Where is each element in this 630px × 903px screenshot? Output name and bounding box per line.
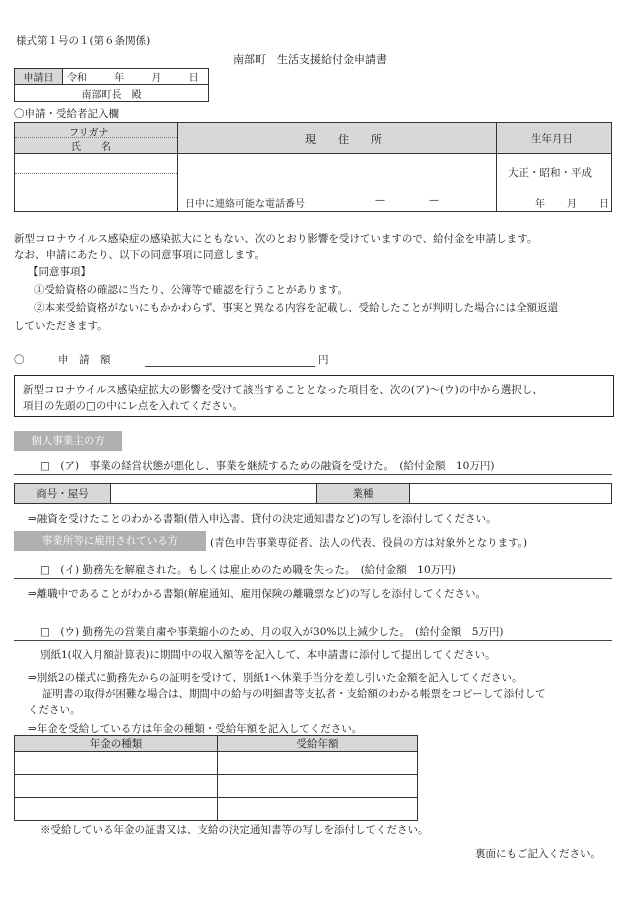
pension-amount-input[interactable] [218, 775, 418, 798]
pension-type-input[interactable] [15, 775, 218, 798]
phone-dash-2: — [429, 195, 439, 206]
instruction-line-1: 新型コロナウイルス感染症拡大の影響を受けて該当することとなった項目を、次の(ア)～(ウ)の中から選択し、 [23, 384, 543, 396]
furigana-input[interactable] [16, 154, 176, 172]
divider [177, 123, 178, 211]
date-label-cell: 申請日 [15, 69, 63, 85]
attach-i-note: ⇒離職中であることがわかる書類(解雇通知、雇用保険の離職票など)の写しを添付してください。 [28, 588, 486, 600]
divider [15, 137, 177, 138]
name-input[interactable] [16, 174, 176, 210]
pension-intro: ⇒年金を受給している方は年金の種類・受給年額を記入してください。 [28, 723, 363, 735]
pension-amount-input[interactable] [218, 798, 418, 821]
pension-amount-input[interactable] [218, 752, 418, 775]
shop-input[interactable] [111, 484, 317, 504]
u-note-2: ⇒別紙2の様式に勤務先からの証明を受けて、別紙1へ休業手当分を差し引いた金額を記入してください。 [28, 672, 523, 684]
phone-dash-1: — [375, 195, 385, 206]
pension-type-input[interactable] [15, 798, 218, 821]
applicant-section-label: 〇申請・受給者記入欄 [14, 108, 119, 120]
intro-line-2: なお、申請にあたり、以下の同意事項に同意します。 [14, 249, 266, 261]
reverse-side-note: 裏面にもご記入ください。 [475, 848, 601, 860]
item-a-option[interactable]: □ (ア) 事業の経営状態が悪化し、事業を継続するための融資を受けた。 (給付金額 10万円) [40, 460, 495, 472]
u-note-1: 別紙1(収入月額計算表)に期間中の収入額等を記入して、本申請書に添付して提出してください。 [40, 649, 496, 661]
year-label: 年 [114, 73, 125, 84]
applicant-table [14, 122, 612, 212]
consent-item-2: ②本来受給資格がないにもかかわらず、事実と異なる内容を記載し、受給したことが判明した場合には全額返還 [34, 302, 559, 314]
sole-proprietor-tag: 個人事業主の方 [14, 431, 122, 451]
attach-a-note: ⇒融資を受けたことのわかる書類(借入申込書、貸付の決定通知書など)の写しを添付してください。 [28, 513, 497, 525]
era-label: 令和 [67, 73, 87, 84]
furigana-label: フリガナ [69, 128, 109, 139]
pension-type-input[interactable] [15, 752, 218, 775]
consent-item-1: ①受給資格の確認に当たり、公簿等で確認を行うことがあります。 [34, 284, 349, 296]
amount-bullet: 〇 [14, 354, 25, 366]
instruction-line-2: 項目の先頭の□の中にレ点を入れてください。 [23, 400, 243, 412]
phone-input[interactable] [315, 193, 495, 209]
pension-type-header: 年金の種類 [15, 736, 218, 752]
shop-label-cell: 商号・屋号 [15, 484, 111, 504]
month-label: 月 [151, 73, 162, 84]
divider [14, 640, 612, 641]
pension-note: ※受給している年金の証書又は、支給の決定通知書等の写しを添付してください。 [40, 824, 429, 836]
form-title: 南部町 生活支援給付金申請書 [233, 53, 387, 66]
phone-label: 日中に連絡可能な電話番号 [185, 199, 305, 210]
day-label: 日 [188, 73, 199, 84]
divider [14, 578, 612, 579]
address-label: 現 住 所 [305, 133, 382, 146]
consent-item-2-cont: していただきます。 [14, 320, 108, 332]
pension-table [14, 735, 418, 821]
amount-unit: 円 [318, 354, 329, 366]
form-number: 様式第１号の１(第６条関係) [16, 35, 151, 47]
amount-label: 申 請 額 [58, 354, 111, 366]
u-note-3-cont: ください。 [28, 704, 81, 716]
intro-line-1: 新型コロナウイルス感染症の感染拡大にともない、次のとおり影響を受けていますので、給付金を申請します。 [14, 233, 538, 245]
divider [14, 474, 612, 475]
birth-day-label: 日 [599, 199, 609, 210]
date-box [14, 68, 209, 102]
amount-input[interactable] [145, 366, 315, 367]
birthdate-label: 生年月日 [531, 133, 573, 145]
pension-amount-header: 受給年額 [218, 736, 418, 752]
employee-note: (青色申告事業専従者、法人の代表、役員の方は対象外となります。) [210, 537, 528, 549]
address-input[interactable] [179, 154, 495, 192]
name-label: 氏 名 [71, 142, 111, 153]
birth-month-label: 月 [567, 199, 577, 210]
industry-label-cell: 業種 [317, 484, 410, 504]
instruction-box [14, 375, 614, 417]
addressee-cell: 南部町長 殿 [15, 85, 209, 102]
item-u-option[interactable]: □ (ウ) 勤務先の営業自粛や事業縮小のため、月の収入が30%以上減少した。 (給付金額 5万円) [40, 626, 504, 638]
birth-year-label: 年 [535, 199, 545, 210]
industry-input[interactable] [410, 484, 612, 504]
u-note-3: 証明書の取得が困難な場合は、期間中の給与の明細書等支払者・支給額のわかる帳票をコピーして添付して [42, 688, 546, 700]
date-field[interactable] [63, 69, 209, 85]
era-options[interactable]: 大正・昭和・平成 [508, 167, 592, 179]
employee-tag: 事業所等に雇用されている方 [14, 531, 206, 551]
item-i-option[interactable]: □ (イ) 勤務先を解雇された。もしくは雇止めのため職を失った。 (給付金額 10万円) [40, 564, 456, 576]
shop-table [14, 483, 612, 504]
divider [496, 123, 497, 211]
consent-title: 【同意事項】 [28, 266, 91, 278]
